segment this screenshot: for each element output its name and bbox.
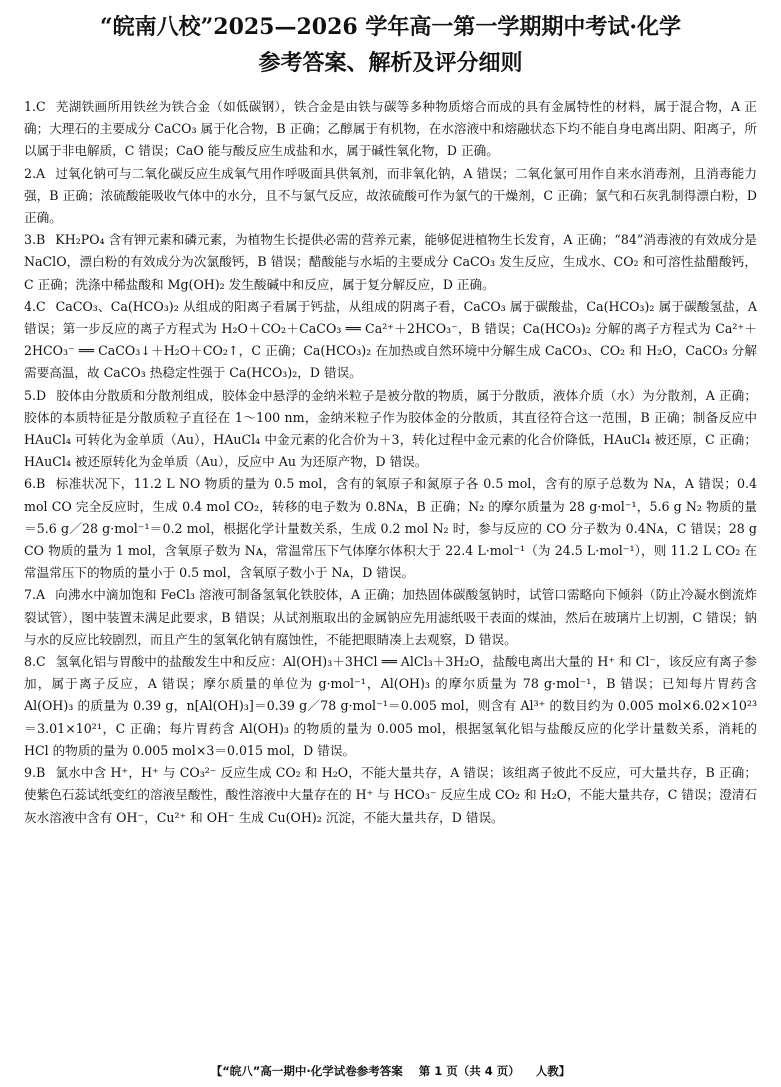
item-explanation: CaCO₃、Ca(HCO₃)₂ 从组成的阳离子看属于钙盐，从组成的阴离子看，CaCO₃ 属于碳酸盐，Ca(HCO₃)₂ 属于碳酸氢盐，A 错误；第一步反应的离子方程式为 H₂O＋CO₂＋CaCO₃ ══ Ca²⁺＋2HCO₃⁻，B 错误；Ca(HCO₃)₂ 分解的离子方程式为 Ca²⁺＋2HCO₃⁻ ══ CaCO₃↓＋H₂O＋CO₂↑，C 正确；Ca(HCO₃)₂ 在加热或自然环境中分解生成 CaCO₃、CO₂ 和 H₂O，CaCO₃ 分解需要高温，故 CaCO₃ 热稳定性强于 Ca(HCO₃)₂，D 错误。: [24, 298, 757, 381]
footer-exam-name: 【“皖八”高一期中·化学试卷参考答案: [210, 1064, 403, 1078]
item-explanation: 过氧化钠可与二氧化碳反应生成氧气用作呼吸面具供氧剂，而非氧化钠，A 错误；二氧化氯可用作自来水消毒剂，且消毒能力强，B 正确；浓硫酸能吸收气体中的水分，且不与氯气反应，故浓硫酸可作为氯气的干燥剂，C 正确；氯气和石灰乳制得漂白粉，D 正确。: [24, 165, 757, 226]
item-answer: A: [36, 165, 46, 181]
item-explanation: 芜湖铁画所用铁丝为铁合金（如低碳钢），铁合金是由铁与碳等多种物质熔合而成的具有金属特性的材料，属于混合物，A 正确；大理石的主要成分 CaCO₃ 属于化合物，B 正确；乙醇属于有机物，在水溶液中和熔融状态下均不能自身电离出阴、阳离子，所以属于非电解质，C 错误；CaO 能与酸反应生成盐和水，属于碱性氧化物，D 正确。: [24, 99, 757, 159]
item-answer: B: [36, 476, 46, 492]
item-explanation: KH₂PO₄ 含有钾元素和磷元素，为植物生长提供必需的营养元素，能够促进植物生长发育，A 正确；“84”消毒液的有效成分是 NaClO，漂白粉的有效成分为次氯酸钙，B 错误；醋酸能与水垢的主要成分 CaCO₃ 发生反应，生成水、CO₂ 和可溶性盐醋酸钙，C 正确；洗涤中稀盐酸和 Mg(OH)₂ 发生酸碱中和反应，属于复分解反应，D 正确。: [24, 232, 757, 292]
answer-item-9: [24, 762, 757, 829]
item-number: 5.: [24, 387, 37, 403]
item-number: 3.: [24, 232, 37, 248]
answer-item-5: [24, 385, 757, 474]
item-answer: C: [36, 99, 46, 114]
item-answer: B: [36, 765, 46, 781]
item-number: 1.: [24, 99, 37, 114]
footer-edition: 人教】: [535, 1064, 571, 1078]
answer-item-6: [24, 473, 757, 584]
item-explanation: 标准状况下，11.2 L NO 物质的量为 0.5 mol，含有的氧原子和氮原子各 0.5 mol，含有的原子总数为 Nᴀ，A 错误；0.4 mol CO 完全反应时，生成 0.4 mol CO₂，转移的电子数为 0.8Nᴀ，B 正确；N₂ 的摩尔质量为 28 g·mol⁻¹，5.6 g N₂ 物质的量＝5.6 g／28 g·mol⁻¹＝0.2 mol，根据化学计量数关系，生成 0.2 mol N₂ 时，参与反应的 CO 分子数为 0.4Nᴀ，C 错误；28 g CO 物质的量为 1 mol，含氧原子数为 Nᴀ，常温常压下气体摩尔体积大于 22.4 L·mol⁻¹（为 24.5 L·mol⁻¹），则 11.2 L CO₂ 在常温常压下的物质的量小于 0.5 mol，含氧原子数小于 Nᴀ，D 错误。: [24, 476, 757, 581]
answer-item-3: [24, 229, 757, 296]
answer-item-7: [24, 584, 757, 651]
item-answer: C: [36, 654, 46, 670]
item-number: 2.: [24, 165, 37, 181]
item-answer: C: [36, 298, 46, 314]
answer-item-1: [24, 96, 757, 163]
item-answer: A: [36, 587, 46, 603]
item-explanation: 氢氧化铝与胃酸中的盐酸发生中和反应：Al(OH)₃＋3HCl ══ AlCl₃＋3H₂O，盐酸电离出大量的 H⁺ 和 Cl⁻，该反应有离子参加，属于离子反应，A 错误；摩尔质量的单位为 g·mol⁻¹，Al(OH)₃ 的摩尔质量为 78 g·mol⁻¹，B 错误；已知每片胃药含 Al(OH)₃ 的质量为 0.39 g，n[Al(OH)₃]＝0.39 g／78 g·mol⁻¹＝0.005 mol，则含有 Al³⁺ 的数目约为 0.005 mol×6.02×10²³＝3.01×10²¹，C 正确；每片胃药含 Al(OH)₃ 的物质的量为 0.005 mol，根据氢氧化铝与盐酸反应的化学计量数关系，消耗的 HCl 的物质的量为 0.005 mol×3＝0.015 mol，D 错误。: [24, 654, 757, 758]
item-explanation: 向沸水中滴加饱和 FeCl₃ 溶液可制备氢氧化铁胶体，A 正确；加热固体碳酸氢钠时，试管口需略向下倾斜（防止冷凝水倒流炸裂试管），图中装置未满足此要求，B 错误；从试剂瓶取出的金属钠应先用滤纸吸干表面的煤油，然后在玻璃片上切割，C 错误；钠与水的反应比较剧烈，而且产生的氢氧化钠有腐蚀性，不能把眼睛凑上去观察，D 错误。: [24, 587, 757, 647]
answer-item-4: [24, 296, 757, 385]
answer-item-8: [24, 651, 757, 762]
item-explanation: 氯水中含 H⁺，H⁺ 与 CO₃²⁻ 反应生成 CO₂ 和 H₂O，不能大量共存，A 错误；该组离子彼此不反应，可大量共存，B 正确；使紫色石蕊试纸变红的溶液呈酸性，酸性溶液中大量存在的 H⁺ 与 HCO₃⁻ 反应生成 CO₂ 和 H₂O，不能大量共存，C 错误；澄清石灰水溶液中含有 OH⁻，Cu²⁺ 和 OH⁻ 生成 Cu(OH)₂ 沉淀，不能大量共存，D 错误。: [24, 765, 757, 825]
item-number: 8.: [24, 654, 37, 670]
answer-item-2: [24, 163, 757, 230]
page-title: “皖南八校”2025—2026 学年高一第一学期期中考试·化学: [99, 14, 682, 40]
item-number: 6.: [24, 476, 37, 492]
item-answer: B: [36, 232, 46, 248]
item-answer: D: [36, 387, 47, 403]
item-number: 4.: [24, 298, 37, 314]
item-explanation: 胶体由分散质和分散剂组成，胶体金中悬浮的金纳米粒子是被分散的物质，属于分散质，液体介质（水）为分散剂，A 正确；胶体的本质特征是分散质粒子直径在 1～100 nm，金纳米粒子作为胶体金的分散质，其直径符合这一范围，B 正确；制备反应中 HAuCl₄ 可转化为金单质（Au），HAuCl₄ 中金元素的化合价为＋3，转化过程中金元素的化合价降低，HAuCl₄ 被还原，C 正确；HAuCl₄ 被还原转化为金单质（Au），反应中 Au 为还原产物，D 错误。: [24, 387, 757, 470]
item-number: 9.: [24, 765, 37, 781]
answer-list: [24, 96, 757, 829]
footer-page-number: 第 1 页（共 4 页）: [418, 1064, 520, 1078]
page-footer: [0, 1063, 781, 1079]
page-subtitle: 参考答案、解析及评分细则: [258, 50, 523, 76]
item-number: 7.: [24, 587, 37, 603]
